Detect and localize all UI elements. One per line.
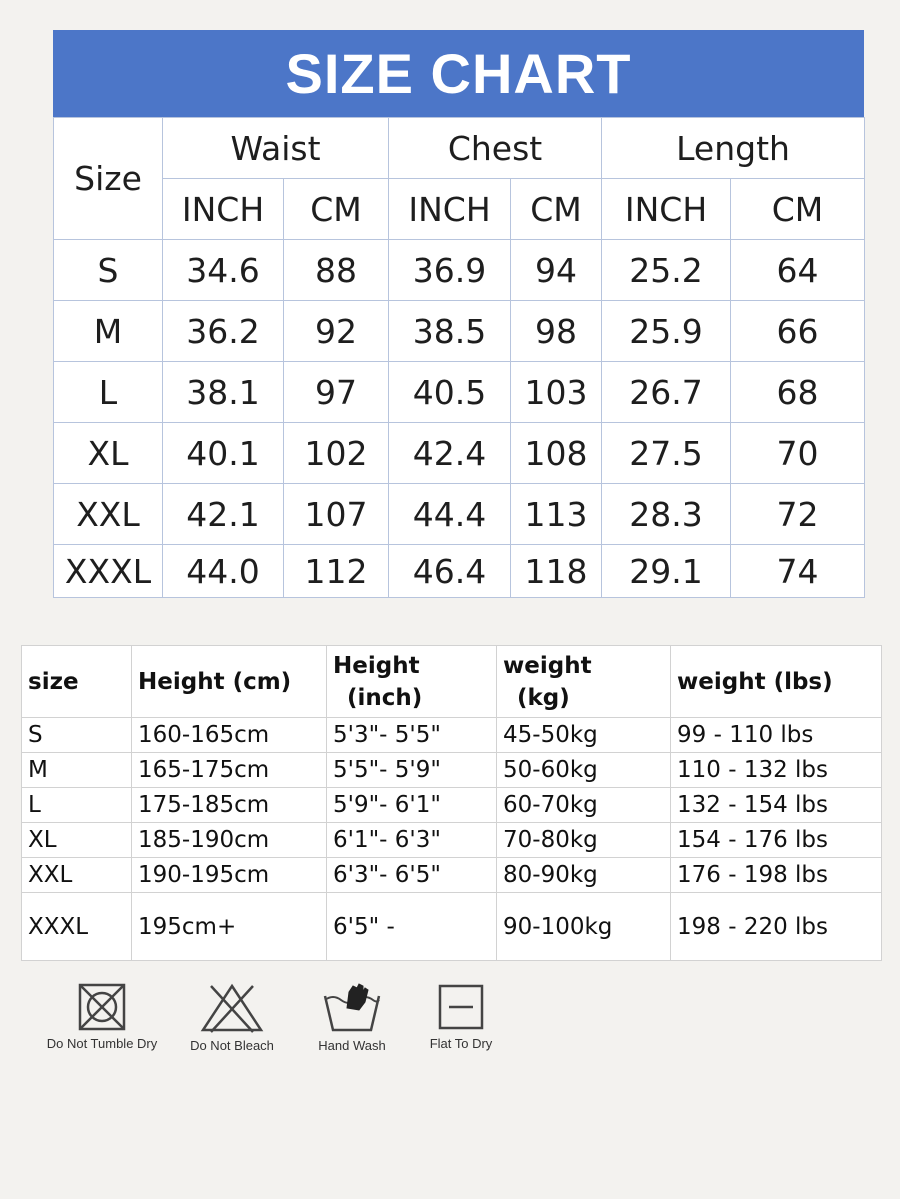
table-cell: 36.9 <box>389 240 511 301</box>
size-chart-group-header-row <box>54 118 865 179</box>
header-line: (kg) <box>517 684 570 711</box>
table-cell: 195cm+ <box>132 893 327 961</box>
table-row <box>54 240 865 301</box>
table-cell: 38.5 <box>389 301 511 362</box>
table-row <box>54 484 865 545</box>
do-not-tumble-dry-icon <box>77 982 127 1032</box>
table-cell: 165-175cm <box>132 753 327 788</box>
length-group-header: Length <box>602 118 865 179</box>
care-instructions <box>40 982 510 1062</box>
height-inch-column-header <box>327 646 497 718</box>
table-cell: 50-60kg <box>497 753 671 788</box>
table-cell: 60-70kg <box>497 788 671 823</box>
table-cell: 25.9 <box>602 301 731 362</box>
fit-chart <box>21 645 881 961</box>
table-cell: 6'5" - <box>327 893 497 961</box>
table-cell: 28.3 <box>602 484 731 545</box>
table-cell: 42.1 <box>163 484 284 545</box>
size-label: M <box>54 301 163 362</box>
size-column-header: size <box>22 646 132 718</box>
table-cell: 64 <box>731 240 865 301</box>
table-cell: 102 <box>284 423 389 484</box>
size-column-header: Size <box>54 118 163 240</box>
care-label: Flat To Dry <box>429 1036 493 1051</box>
table-cell: S <box>22 718 132 753</box>
unit-header: INCH <box>163 179 284 240</box>
size-label: L <box>54 362 163 423</box>
table-cell: 94 <box>511 240 602 301</box>
table-row <box>54 362 865 423</box>
fit-chart-header-row <box>22 646 882 718</box>
header-line: weight <box>503 652 592 679</box>
table-cell: 90-100kg <box>497 893 671 961</box>
table-cell: 44.0 <box>163 545 284 598</box>
care-label: Do Not Tumble Dry <box>46 1036 158 1051</box>
table-cell: 74 <box>731 545 865 598</box>
table-row <box>22 718 882 753</box>
table-cell: 70-80kg <box>497 823 671 858</box>
table-cell: 70 <box>731 423 865 484</box>
table-cell: 34.6 <box>163 240 284 301</box>
table-cell: 160-165cm <box>132 718 327 753</box>
care-label: Hand Wash <box>318 1038 386 1053</box>
table-cell: 103 <box>511 362 602 423</box>
hand-wash-icon <box>319 982 385 1034</box>
table-cell: 132 - 154 lbs <box>671 788 882 823</box>
table-cell: 80-90kg <box>497 858 671 893</box>
unit-header: CM <box>511 179 602 240</box>
table-row <box>54 301 865 362</box>
unit-header: CM <box>284 179 389 240</box>
weight-lbs-column-header: weight (lbs) <box>671 646 882 718</box>
table-row <box>22 893 882 961</box>
table-cell: 68 <box>731 362 865 423</box>
table-cell: 46.4 <box>389 545 511 598</box>
table-cell: 44.4 <box>389 484 511 545</box>
size-label: XXXL <box>54 545 163 598</box>
table-cell: 66 <box>731 301 865 362</box>
care-item-hand-wash <box>302 982 402 1053</box>
fit-chart-table <box>21 645 882 961</box>
table-cell: XL <box>22 823 132 858</box>
table-cell: XXL <box>22 858 132 893</box>
table-cell: 26.7 <box>602 362 731 423</box>
table-cell: 198 - 220 lbs <box>671 893 882 961</box>
height-cm-column-header: Height (cm) <box>132 646 327 718</box>
table-cell: XXXL <box>22 893 132 961</box>
table-cell: 6'1"- 6'3" <box>327 823 497 858</box>
waist-group-header: Waist <box>163 118 389 179</box>
chest-group-header: Chest <box>389 118 602 179</box>
size-label: XXL <box>54 484 163 545</box>
table-cell: 107 <box>284 484 389 545</box>
table-cell: 42.4 <box>389 423 511 484</box>
table-cell: 175-185cm <box>132 788 327 823</box>
table-cell: 112 <box>284 545 389 598</box>
unit-header: INCH <box>602 179 731 240</box>
size-chart <box>53 30 864 598</box>
table-cell: 108 <box>511 423 602 484</box>
header-line: (inch) <box>347 684 423 711</box>
table-row <box>22 753 882 788</box>
size-chart-title: SIZE CHART <box>53 30 864 117</box>
table-cell: M <box>22 753 132 788</box>
weight-kg-column-header <box>497 646 671 718</box>
table-cell: 5'5"- 5'9" <box>327 753 497 788</box>
table-cell: 88 <box>284 240 389 301</box>
care-item-do-not-bleach <box>180 982 284 1053</box>
table-cell: 185-190cm <box>132 823 327 858</box>
header-line: Height <box>333 652 420 679</box>
table-cell: 92 <box>284 301 389 362</box>
table-cell: 176 - 198 lbs <box>671 858 882 893</box>
size-label: S <box>54 240 163 301</box>
table-cell: 40.1 <box>163 423 284 484</box>
table-row <box>22 788 882 823</box>
table-cell: 29.1 <box>602 545 731 598</box>
table-cell: 6'3"- 6'5" <box>327 858 497 893</box>
table-cell: 98 <box>511 301 602 362</box>
do-not-bleach-icon <box>199 982 265 1034</box>
table-cell: 72 <box>731 484 865 545</box>
table-cell: L <box>22 788 132 823</box>
table-cell: 25.2 <box>602 240 731 301</box>
table-cell: 36.2 <box>163 301 284 362</box>
table-cell: 5'9"- 6'1" <box>327 788 497 823</box>
table-cell: 99 - 110 lbs <box>671 718 882 753</box>
table-cell: 190-195cm <box>132 858 327 893</box>
table-row <box>54 423 865 484</box>
table-cell: 110 - 132 lbs <box>671 753 882 788</box>
care-item-flat-to-dry <box>416 982 506 1051</box>
table-row <box>54 545 865 598</box>
table-cell: 40.5 <box>389 362 511 423</box>
table-cell: 97 <box>284 362 389 423</box>
size-label: XL <box>54 423 163 484</box>
flat-to-dry-icon <box>436 982 486 1032</box>
table-row <box>22 823 882 858</box>
care-item-do-not-tumble-dry <box>40 982 164 1051</box>
table-cell: 5'3"- 5'5" <box>327 718 497 753</box>
unit-header: CM <box>731 179 865 240</box>
table-cell: 118 <box>511 545 602 598</box>
unit-header: INCH <box>389 179 511 240</box>
care-label: Do Not Bleach <box>190 1038 274 1053</box>
table-cell: 113 <box>511 484 602 545</box>
size-chart-unit-header-row <box>54 179 865 240</box>
table-cell: 27.5 <box>602 423 731 484</box>
table-row <box>22 858 882 893</box>
size-chart-table <box>53 117 865 598</box>
table-cell: 154 - 176 lbs <box>671 823 882 858</box>
table-cell: 45-50kg <box>497 718 671 753</box>
table-cell: 38.1 <box>163 362 284 423</box>
